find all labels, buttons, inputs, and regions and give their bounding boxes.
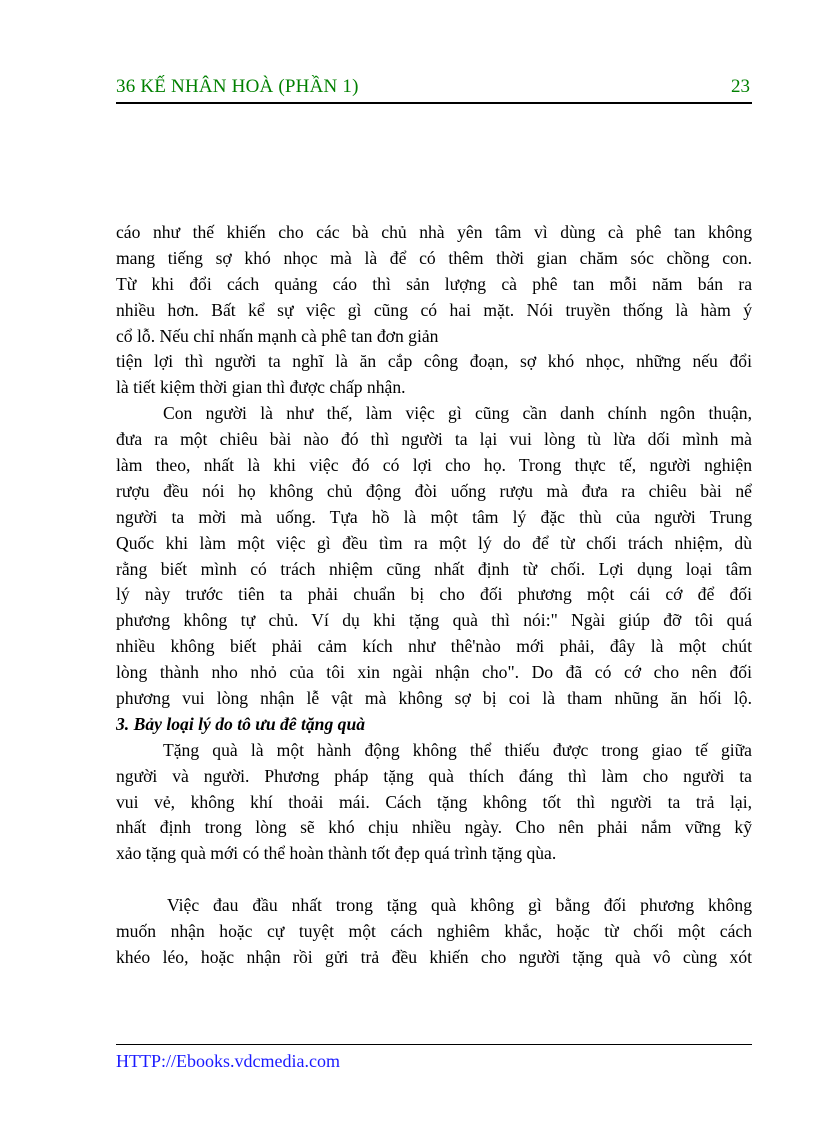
- page-footer: [116, 1044, 752, 1072]
- text-line: Tặng quà là một hành động không thể thiếu được trong giao tế giữa: [163, 739, 752, 760]
- text-line: phương vui lòng nhận lễ vật mà không sợ bị coi là tham nhũng ăn hối lộ.: [116, 688, 752, 709]
- text-line: làm theo, nhất là khi việc đó có lợi cho họ. Trong thực tế, người nghiện: [116, 455, 752, 476]
- text-line: lý này trước tiên ta phải chuẩn bị cho đối phương một cái cớ để đối: [116, 584, 752, 605]
- blank-line: [116, 867, 752, 893]
- footer-url-link[interactable]: HTTP://Ebooks.vdcmedia.com: [116, 1051, 340, 1071]
- text-line: Quốc khi làm một việc gì đều tìm ra một lý do để từ chối trách nhiệm, dù: [116, 532, 752, 553]
- text-line: lòng thành nho nhỏ của tôi xin ngài nhận cho". Do đã có cớ cho nên đối: [116, 662, 752, 683]
- text-line: Việc đau đầu nhất trong tặng quà không gì bằng đối phương không: [167, 895, 752, 916]
- section-heading: 3. Bảy loại lý do tô ưu đê tặng quà: [116, 713, 366, 734]
- body-text: [116, 220, 752, 971]
- page-header: [116, 76, 752, 104]
- text-line: Con người là như thế, làm việc gì cũng cần danh chính ngôn thuận,: [163, 403, 752, 424]
- text-line: rượu đều nói họ không chủ động đòi uống rượu mà đưa ra chiêu bài nể: [116, 480, 752, 501]
- text-line: nhiều hơn. Bất kể sự việc gì cũng có hai mặt. Nói truyền thống là hàm ý: [116, 299, 752, 320]
- page-number: 23: [731, 76, 750, 97]
- text-line: là tiết kiệm thời gian thì được chấp nhận.: [116, 377, 406, 398]
- text-line: Từ khi đổi cách quảng cáo thì sản lượng cà phê tan mỗi năm bán ra: [116, 273, 752, 294]
- text-line: nhất định trong lòng sẽ khó chịu nhiều ngày. Cho nên phải nắm vững kỹ: [116, 817, 752, 838]
- text-line: phương không tự chủ. Ví dụ khi tặng quà thì nói:" Ngài giúp đỡ tôi quá: [116, 610, 752, 631]
- text-line: muốn nhận hoặc cự tuyệt một cách nghiêm khắc, hoặc từ chối một cách: [116, 921, 752, 942]
- text-line: rằng biết mình có trách nhiệm cũng nhất định từ chối. Lợi dụng loại tâm: [116, 558, 752, 579]
- text-line: người ta mời mà uống. Tựa hồ là một tâm lý đặc thù của người Trung: [116, 506, 752, 527]
- text-line: cổ lỗ. Nếu chỉ nhấn mạnh cà phê tan đơn giản: [116, 325, 439, 346]
- text-line: đưa ra một chiêu bài nào đó thì người ta lại vui lòng tù lừa dối mình mà: [116, 429, 752, 450]
- text-line: nhiều không biết phải cảm kích như thê'nào mới phải, đây là một chút: [116, 636, 752, 657]
- text-line: người và người. Phương pháp tặng quà thích đáng thì làm cho người ta: [116, 765, 752, 786]
- text-line: cáo như thế khiến cho các bà chủ nhà yên tâm vì dùng cà phê tan không: [116, 222, 752, 242]
- text-line: khéo léo, hoặc nhận rồi gửi trả đều khiến cho người tặng quà vô cùng xót: [116, 946, 752, 967]
- text-line: mang tiếng sợ khó nhọc mà là để có thêm thời gian chăm sóc chồng con.: [116, 247, 752, 268]
- text-line: vui vẻ, không khí thoải mái. Cách tặng không tốt thì người ta trả lại,: [116, 791, 752, 812]
- text-line: tiện lợi thì người ta nghĩ là ăn cắp công đoạn, sợ khó nhọc, những nếu đổi: [116, 351, 752, 372]
- text-line: xảo tặng quà mới có thể hoàn thành tốt đẹp quá trình tặng qùa.: [116, 843, 557, 864]
- book-title: 36 KẾ NHÂN HOÀ (PHẦN 1): [116, 76, 359, 97]
